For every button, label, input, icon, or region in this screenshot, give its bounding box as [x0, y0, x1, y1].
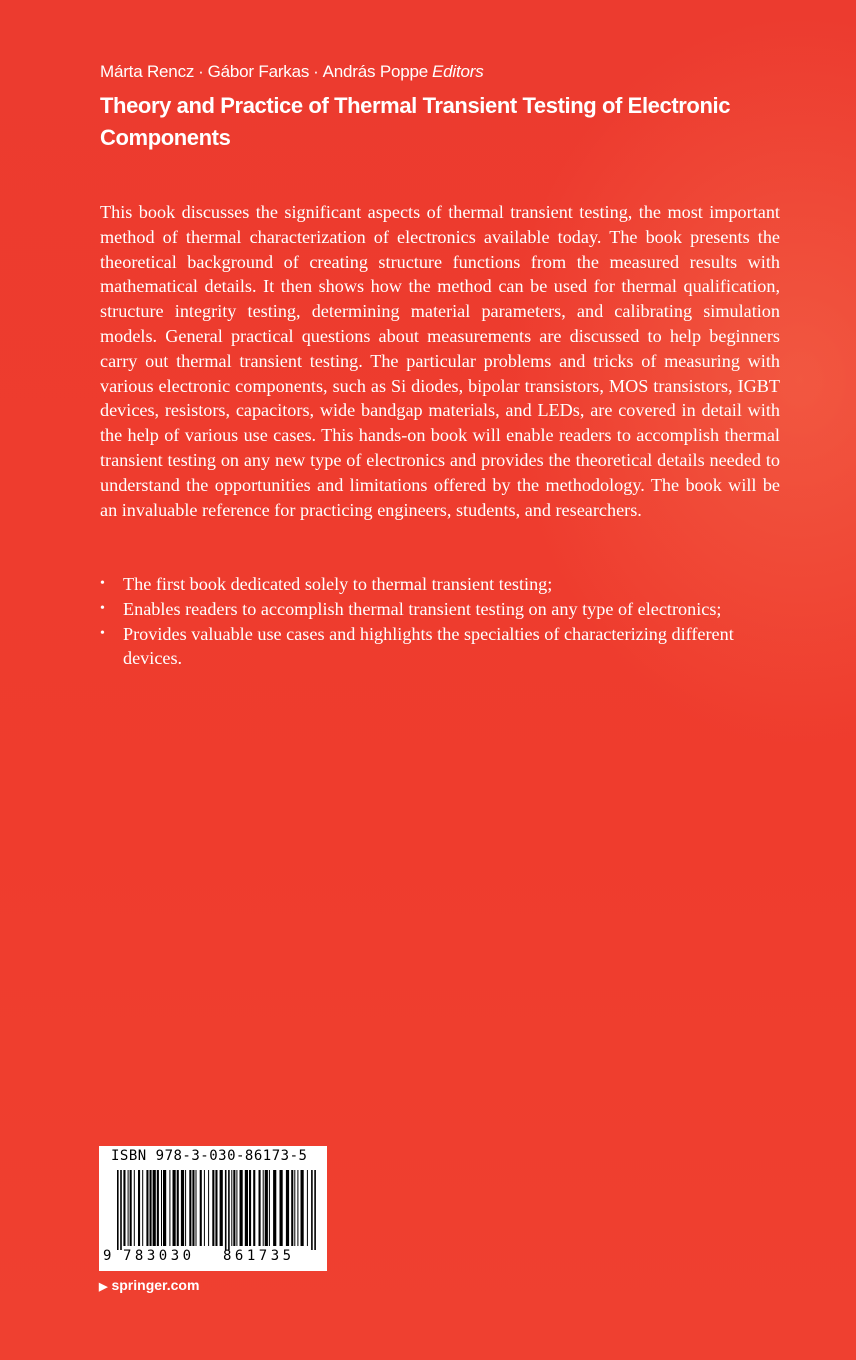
- barcode-bar: [220, 1170, 223, 1246]
- feature-text: Enables readers to accomplish thermal transient testing on any type of electronics;: [123, 598, 722, 619]
- bullet-icon: •: [100, 576, 105, 591]
- barcode-bar: [212, 1170, 214, 1246]
- editor-separator: ·: [198, 62, 204, 81]
- barcode-bar: [123, 1170, 125, 1246]
- editors-role: Editors: [432, 62, 484, 81]
- website-text: springer.com: [111, 1277, 200, 1293]
- barcode-bar: [163, 1170, 166, 1246]
- barcode-bar: [233, 1170, 235, 1246]
- barcode-left-group: 783030: [123, 1248, 195, 1264]
- barcode-bar: [311, 1170, 313, 1250]
- barcode-bar: [153, 1170, 156, 1246]
- barcode-bar: [189, 1170, 191, 1246]
- barcode-bar: [142, 1170, 143, 1246]
- barcode-bar: [169, 1170, 170, 1246]
- barcode-bar: [215, 1170, 217, 1246]
- barcode-bar: [291, 1170, 293, 1246]
- barcode-bar: [157, 1170, 159, 1246]
- barcode-bar: [259, 1170, 261, 1246]
- barcode-bar: [192, 1170, 194, 1246]
- feature-text: The first book dedicated solely to thermal transient testing;: [123, 574, 553, 594]
- editor-name: Márta Rencz: [100, 62, 195, 81]
- barcode-bar: [231, 1170, 232, 1246]
- book-description: This book discusses the significant aspects of thermal transient testing, the most important method of thermal characterization of electronics available today. The book presents the theoretical background of creating structure functions from the measured results with mathematical details. It then shows how the method can be used for thermal qualification, structure integrity testing, determining material parameters, and calibrating simulation models. General practical questions about measurements are discussed to help beginners carry out thermal transient testing. The particular problems and tricks of measuring with various electronic components, such as Si diodes, bipolar transistors, MOS transistors, IGBT devices, resistors, capacitors, wide bandgap materials, and LEDs, are covered in detail with the help of various use cases. This hands-on book will enable readers to accomplish thermal transient testing on any new type of electronics and provides the theoretical details needed to understand the opportunities and limitations offered by the methodology. The book will be an invaluable reference for practicing engineers, students, and researchers.: [100, 202, 780, 520]
- barcode-bar: [307, 1170, 308, 1246]
- barcode-bar: [263, 1170, 264, 1246]
- barcode-bar: [286, 1170, 289, 1246]
- editor-name: András Poppe: [322, 62, 428, 81]
- barcode-bar: [128, 1170, 129, 1246]
- barcode-bar: [130, 1170, 132, 1246]
- barcode-bar: [314, 1170, 316, 1250]
- barcode-digits: [99, 1248, 327, 1268]
- bullet-icon: •: [100, 625, 105, 641]
- feature-list: [100, 572, 740, 671]
- barcode-bar: [196, 1170, 197, 1246]
- barcode-bar: [120, 1170, 122, 1250]
- barcode-bar: [200, 1170, 202, 1246]
- barcode-first-digit: 9: [103, 1248, 112, 1264]
- barcode-bar: [253, 1170, 255, 1246]
- barcode-bar: [138, 1170, 140, 1246]
- feature-text: Provides valuable use cases and highlights the specialties of characterizing different devices.: [123, 623, 734, 669]
- barcode-bar: [146, 1170, 148, 1246]
- barcode-bar: [185, 1170, 186, 1246]
- barcode-bar: [236, 1170, 237, 1246]
- editor-separator: ·: [313, 62, 319, 81]
- book-title: Theory and Practice of Thermal Transient Testing of Electronic Components: [100, 93, 731, 150]
- barcode-bar: [280, 1170, 283, 1246]
- barcode-bar: [273, 1170, 276, 1246]
- barcode-bar: [173, 1170, 176, 1246]
- barcode-bar: [117, 1170, 119, 1250]
- editor-name: Gábor Farkas: [207, 62, 310, 81]
- feature-item: [100, 622, 740, 672]
- feature-item: [100, 572, 740, 597]
- barcode-bar: [245, 1170, 248, 1246]
- feature-item: [100, 597, 740, 622]
- barcode-bar: [301, 1170, 304, 1246]
- arrow-right-icon: ▶: [99, 1281, 108, 1293]
- barcode-bar: [240, 1170, 243, 1246]
- barcode-bar: [150, 1170, 152, 1246]
- barcode-bar: [269, 1170, 270, 1246]
- barcode-bar: [297, 1170, 298, 1246]
- barcode-bar: [249, 1170, 251, 1246]
- barcode-bar: [204, 1170, 205, 1246]
- barcode-bar: [265, 1170, 268, 1246]
- barcode-icon: [99, 1170, 327, 1250]
- barcode-right-group: 861735: [223, 1248, 295, 1264]
- barcode-bar: [294, 1170, 295, 1246]
- barcode-bar: [225, 1170, 227, 1250]
- barcode-box: [99, 1146, 327, 1271]
- barcode-bar: [161, 1170, 162, 1246]
- isbn-text: ISBN 978-3-030-86173-5: [111, 1148, 308, 1164]
- editors-line: [100, 62, 484, 82]
- publisher-website[interactable]: [99, 1277, 199, 1293]
- barcode-bar: [177, 1170, 179, 1246]
- barcode-bar: [228, 1170, 230, 1250]
- barcode-bar: [134, 1170, 135, 1246]
- barcode-bar: [208, 1170, 209, 1246]
- barcode-bar: [181, 1170, 184, 1246]
- bullet-icon: •: [100, 600, 105, 616]
